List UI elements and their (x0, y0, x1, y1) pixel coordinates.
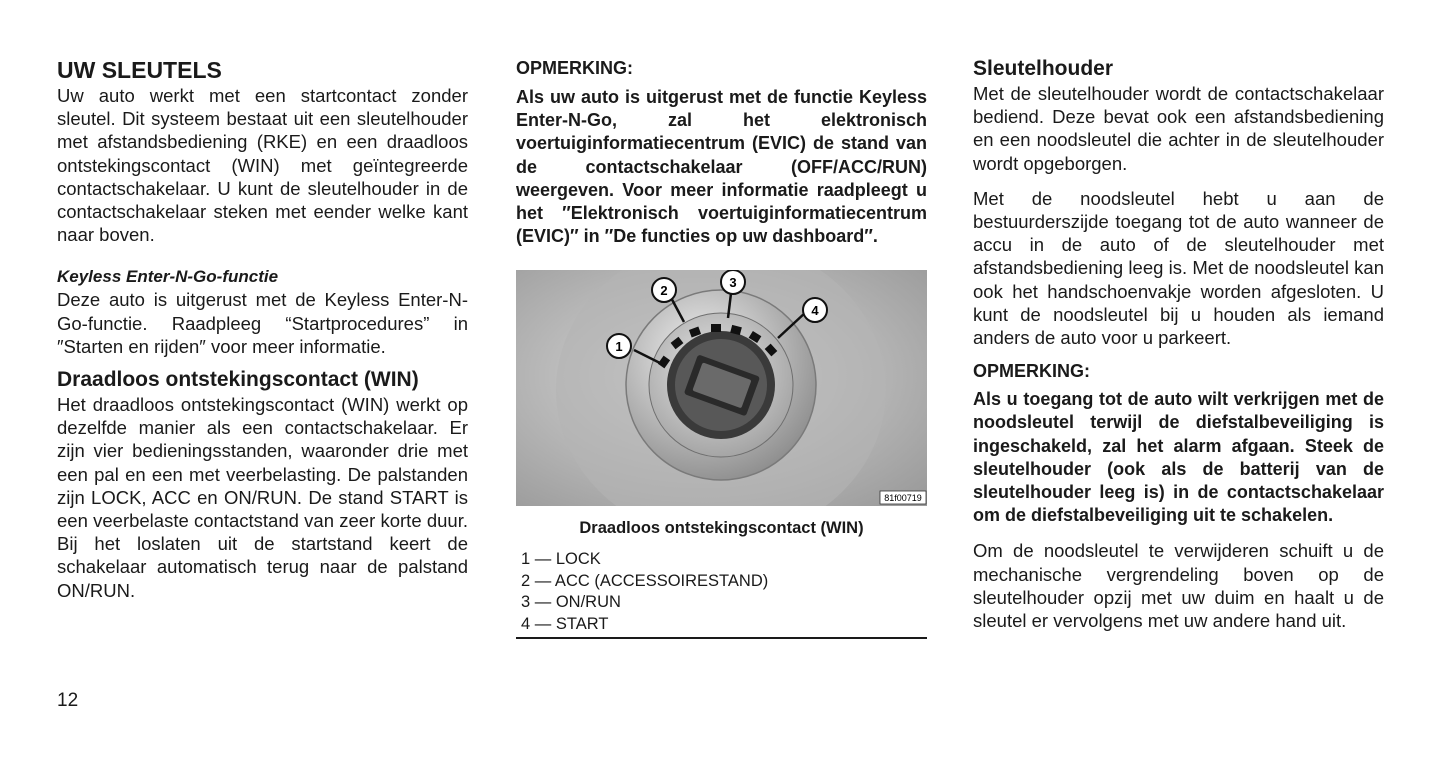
left-column (57, 56, 468, 602)
note-text: Als u toegang tot de auto wilt verkrijgen met de noodsleutel terwijl de diefstalbeveiliging is ingeschakeld, zal het alarm afgaan. Steek de sleutelhouder (ook als de batterij van de sleutelhouder leeg is) in de contactschakelaar om de diefstalbeveiliging uit te schakelen. (973, 389, 1384, 526)
sleutelhouder-heading: Sleutelhouder (973, 57, 1114, 80)
win-paragraph: Het draadloos ontstekingscontact (WIN) werkt op dezelfde manier als een contactschakelaar. Er zijn vier bedieningsstanden, waaronder drie met een pal en een met veerbelasting. De palstanden zijn LOCK, ACC en ON/RUN. De stand START is een veerbelaste contactstand van zeer korte duur. Bij het loslaten uit de startstand keert de schakelaar automatisch terug naar de palstand ON/RUN. (57, 394, 468, 601)
callout-2 (652, 278, 676, 302)
svg-text:3: 3 (729, 275, 737, 291)
win-heading: Draadloos ontstekingscontact (WIN) (57, 368, 419, 392)
callout-3 (721, 270, 745, 294)
svg-text:81f00719: 81f00719 (884, 493, 922, 504)
middle-column (516, 56, 927, 639)
legend-item: 3 — ON/RUN (521, 593, 621, 612)
callout-1 (607, 334, 631, 358)
callout-4 (803, 298, 827, 322)
image-code-label (880, 491, 926, 504)
section-title: UW SLEUTELS (57, 57, 222, 83)
right-column (973, 56, 1384, 632)
legend-item: 2 — ACC (ACCESSOIRESTAND) (521, 571, 769, 590)
keyless-paragraph: Deze auto is uitgerust met de Keyless Enter-N-Go-functie. Raadpleeg “Startprocedures” in ″Starten en rijden″ voor meer informatie. (57, 289, 468, 357)
note-title: OPMERKING: (973, 361, 1090, 382)
note-text: Als uw auto is uitgerust met de functie Keyless Enter-N-Go, zal het elektronisch voertuiginformatiecentrum (EVIC) de stand van de contactschakelaar (OFF/ACC/RUN) weergeven. Voor meer informatie raadpleegt u het ″Elektronisch voertuiginformatiecentrum (EVIC)″ in ″De functies op uw dashboard″. (516, 87, 927, 247)
svg-text:1: 1 (615, 339, 623, 355)
figure-legend (516, 549, 927, 639)
ignition-illustration (516, 270, 927, 506)
svg-text:2: 2 (660, 283, 668, 299)
sleutelhouder-paragraph-2: Met de noodsleutel hebt u aan de bestuurderszijde toegang tot de auto wanneer de accu in de auto of de sleutelhouder met afstandsbediening leeg is. Met de noodsleutel kan ook het handschoenvakje worden afgesloten. U kunt de noodsleutel bij u houden als iemand anders de auto voor u parkeert. (973, 187, 1384, 349)
legend-item: 4 — START (521, 614, 609, 633)
figure-caption: Draadloos ontstekingscontact (WIN) (579, 519, 864, 538)
svg-text:4: 4 (811, 303, 819, 319)
sleutelhouder-paragraph-1: Met de sleutelhouder wordt de contactschakelaar bediend. Deze bevat ook een afstandsbediening en een noodsleutel die achter in de sleutelhouder wordt opgeborgen. (973, 83, 1384, 174)
sleutelhouder-paragraph-3: Om de noodsleutel te verwijderen schuift u de mechanische vergrendeling boven op de sleutelhouder opzij met uw duim en haalt u de sleutel er vervolgens met uw andere hand uit. (973, 540, 1384, 632)
ignition-figure (516, 270, 927, 506)
note-title: OPMERKING: (516, 58, 633, 78)
legend-item: 1 — LOCK (521, 550, 601, 569)
intro-paragraph: Uw auto werkt met een startcontact zonder sleutel. Dit systeem bestaat uit een sleutelhouder met afstandsbediening (RKE) en een draadloos ontstekingscontact (WIN) met geïntegreerde contactschakelaar. U kunt de sleutelhouder in de contactschakelaar steken met eender welke kant naar boven. (57, 85, 468, 246)
keyless-heading: Keyless Enter-N-Go-functie (57, 267, 279, 287)
page-number: 12 (57, 690, 79, 711)
